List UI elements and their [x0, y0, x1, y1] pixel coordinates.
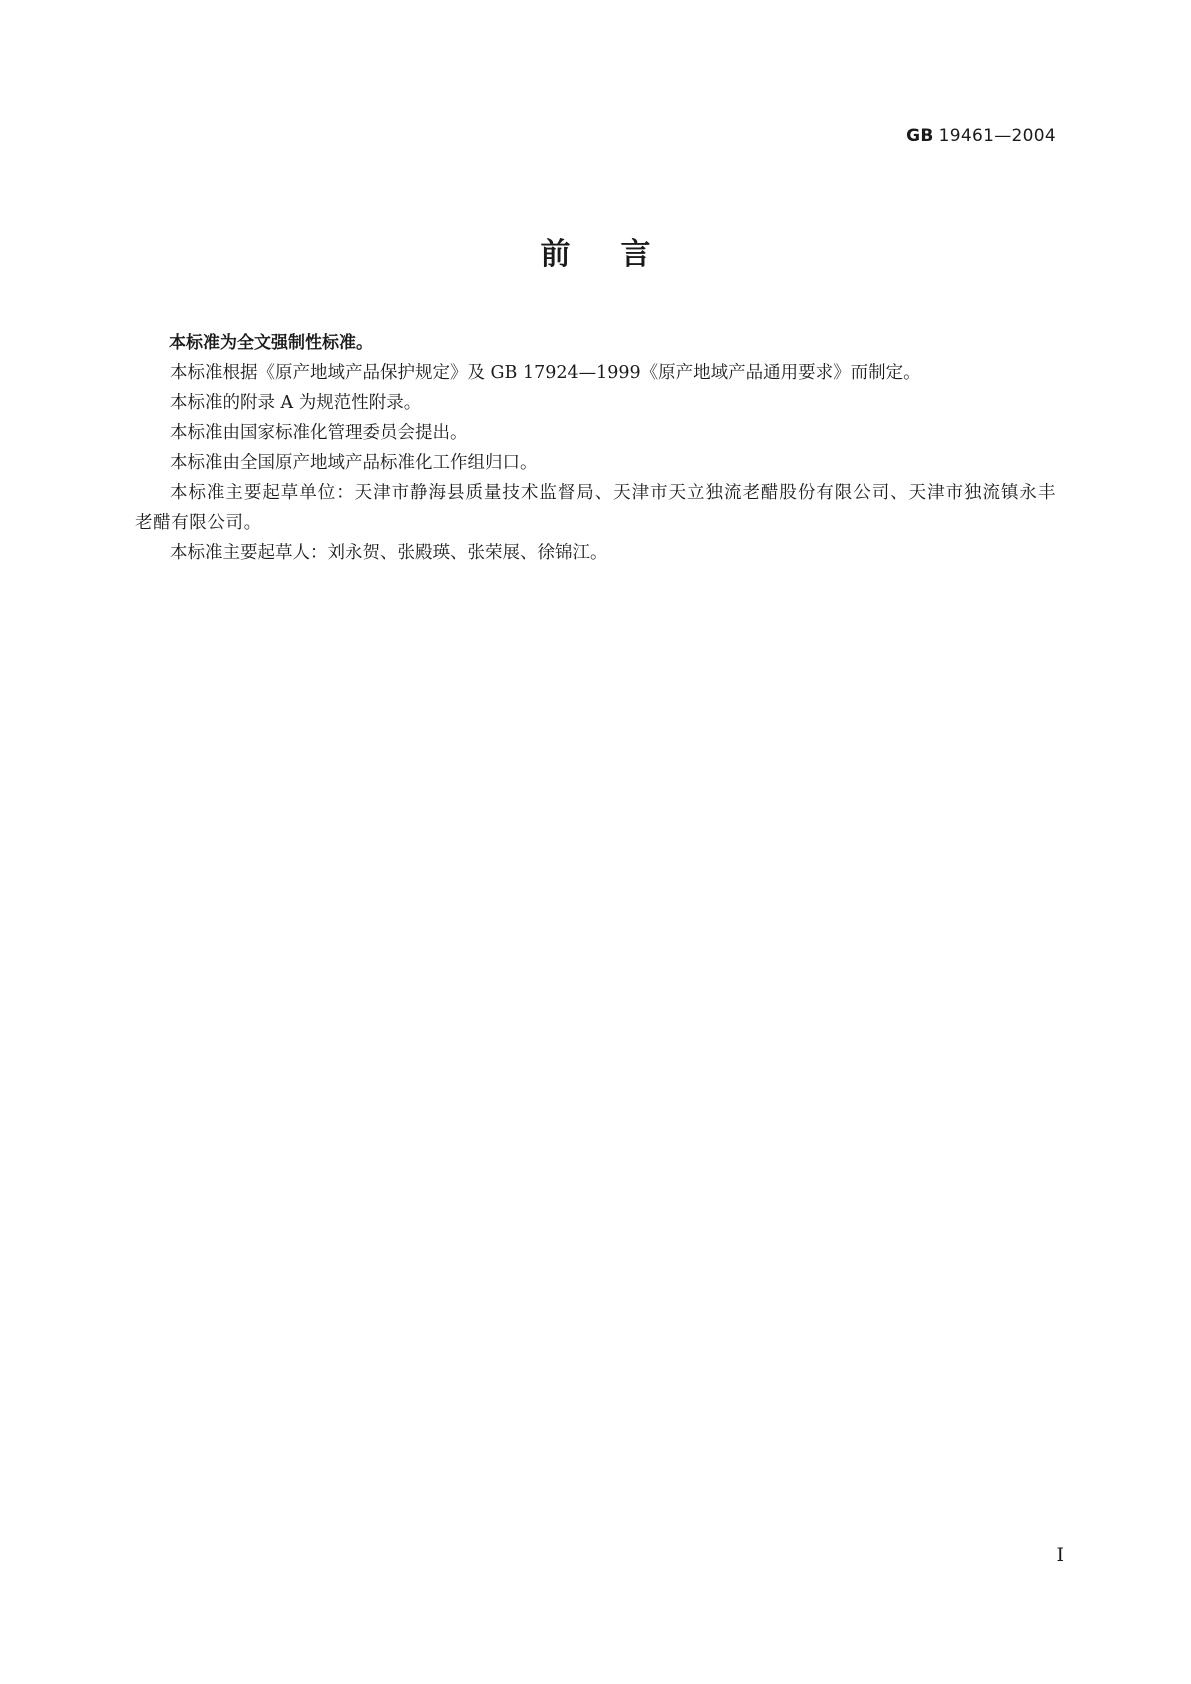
standard-code-prefix: GB: [906, 126, 934, 146]
standard-code-number: 19461—2004: [938, 126, 1056, 146]
paragraph-proposed-by: 本标准由国家标准化管理委员会提出。: [170, 423, 468, 443]
page-number: I: [1056, 1544, 1064, 1566]
paragraph-appendix: 本标准的附录 A 为规范性附录。: [170, 393, 422, 413]
paragraph-administered-by: 本标准由全国原产地域产品标准化工作组归口。: [170, 453, 538, 473]
paragraph-basis: 本标准根据《原产地域产品保护规定》及 GB 17924—1999《原产地域产品通用要求》而制定。: [170, 363, 921, 383]
paragraph-drafters: 本标准主要起草人：刘永贺、张殿瑛、张荣展、徐锦江。: [170, 543, 608, 563]
foreword-body: [135, 328, 1056, 568]
standard-code: [906, 126, 1056, 146]
paragraph-mandatory-statement: 本标准为全文强制性标准。: [169, 333, 373, 353]
page-title: 前言: [540, 237, 701, 272]
paragraph-drafting-units: 本标准主要起草单位：天津市静海县质量技术监督局、天津市天立独流老醋股份有限公司、天津市独流镇永丰老醋有限公司。: [135, 483, 1056, 533]
